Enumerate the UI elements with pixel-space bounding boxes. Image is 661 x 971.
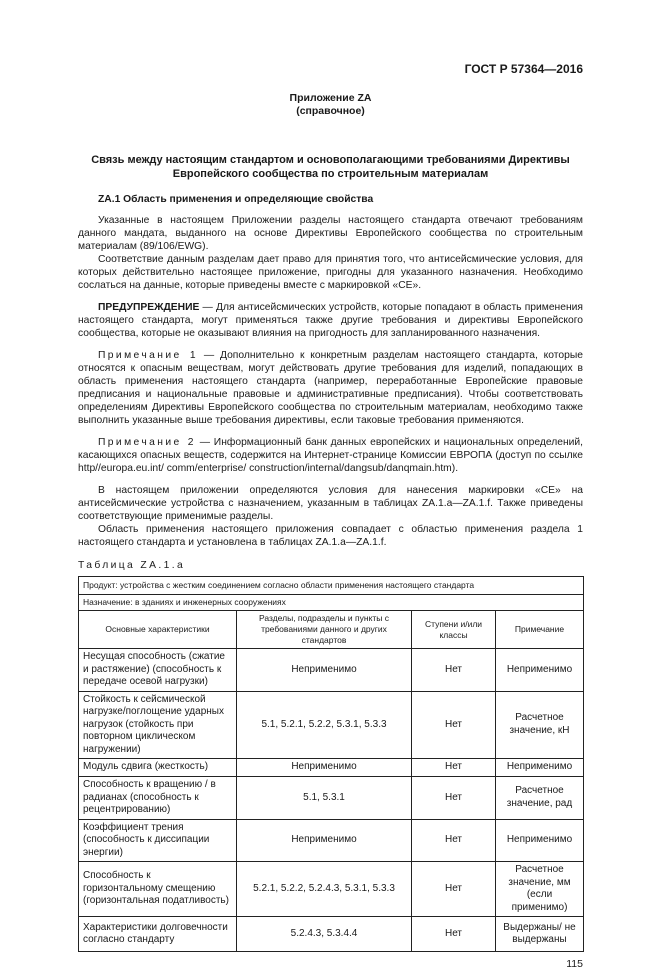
characteristic-cell: Характеристики долговечности согласно стандарту — [79, 917, 237, 952]
sections-cell: Неприменимо — [237, 759, 412, 777]
requirements-table — [78, 576, 584, 952]
warning-text: — Для антисейсмических устройств, которые попадают в область применения настоящего стандарта, могут применяться также другие требования и директивы Европейского сообщества, которые не оказывают влияния на пригодность для запланированного назначения. — [78, 302, 583, 339]
table-header — [79, 611, 584, 649]
product-row: Продукт: устройства с жестким соединением согласно области применения настоящего стандарта — [79, 577, 584, 595]
classes-cell: Нет — [412, 649, 496, 692]
section-heading: ZA.1 Область применения и определяющие свойства — [98, 194, 374, 205]
note-cell: Расчетное значение, рад — [496, 777, 584, 820]
note-label: Примечание 1 — [98, 350, 198, 361]
note-2 — [78, 436, 583, 475]
note-cell: Расчетное значение, кН — [496, 691, 584, 759]
annex-title: Приложение ZA — [289, 92, 372, 104]
body-text — [78, 193, 583, 549]
note-text: — Информационный банк данных европейских и национальных определений, касающихся опасных веществ, содержится на Интернет-странице Комиссии ЕВРОПА (доступ по ссылке http//europa.eu.int/ comm/enterprise/ construction/internal/dangsub/danqmain.htm). — [78, 437, 583, 474]
note-cell: Неприменимо — [496, 649, 584, 692]
table-row — [79, 917, 584, 952]
column-header: Ступени и/или классы — [412, 611, 496, 649]
warning-paragraph — [78, 301, 583, 340]
annex-heading — [0, 92, 661, 118]
characteristic-cell: Способность к горизонтальному смещению (горизонтальная податливость) — [79, 862, 237, 917]
paragraph: Указанные в настоящем Приложении разделы настоящего стандарта отвечают требованиям данного мандата, выданного на основе Директивы Европейского сообщества по строительным материалам (89/106/EWG). — [78, 215, 583, 252]
note-cell: Неприменимо — [496, 759, 584, 777]
table-row — [79, 819, 584, 862]
classes-cell: Нет — [412, 691, 496, 759]
table-row — [79, 691, 584, 759]
table-caption: Таблица ZA.1.a — [78, 560, 186, 571]
classes-cell: Нет — [412, 759, 496, 777]
note-label: Примечание 2 — [98, 437, 196, 448]
note-1 — [78, 349, 583, 427]
note-cell: Выдержаны/ не выдержаны — [496, 917, 584, 952]
table-row — [79, 759, 584, 777]
paragraph: Соответствие данным разделам дает право для принятия того, что антисейсмические условия, для которых действительно настоящее приложение, пригодны для указанного назначения. Необходимо сослаться на данные, которые приведены вместе с маркировкой «CE». — [78, 254, 583, 291]
classes-cell: Нет — [412, 862, 496, 917]
sections-cell: 5.1, 5.2.1, 5.2.2, 5.3.1, 5.3.3 — [237, 691, 412, 759]
table-row — [79, 777, 584, 820]
column-header: Примечание — [496, 611, 584, 649]
characteristic-cell: Несущая способность (сжатие и растяжение) (способность к передаче осевой нагрузки) — [79, 649, 237, 692]
document-code: ГОСТ Р 57364—2016 — [464, 62, 583, 76]
characteristic-cell: Модуль сдвига (жесткость) — [79, 759, 237, 777]
annex-subtitle: (справочное) — [296, 105, 365, 117]
warning-label: ПРЕДУПРЕЖДЕНИЕ — [98, 302, 200, 313]
page-content — [78, 193, 583, 971]
classes-cell: Нет — [412, 917, 496, 952]
characteristic-cell: Способность к вращению / в радианах (способность к рецентрированию) — [79, 777, 237, 820]
classes-cell: Нет — [412, 777, 496, 820]
table-row — [79, 862, 584, 917]
sections-cell: 5.1, 5.3.1 — [237, 777, 412, 820]
sections-cell: Неприменимо — [237, 819, 412, 862]
column-header: Основные характеристики — [79, 611, 237, 649]
note-cell: Неприменимо — [496, 819, 584, 862]
page-number: 115 — [566, 958, 583, 970]
sections-cell: 5.2.4.3, 5.3.4.4 — [237, 917, 412, 952]
note-cell: Расчетное значение, мм (если применимо) — [496, 862, 584, 917]
characteristic-cell: Коэффициент трения (способность к диссипации энергии) — [79, 819, 237, 862]
paragraph: В настоящем приложении определяются условия для нанесения маркировки «CE» на антисейсмические устройства с назначением, указанным в таблицах ZA.1.a—ZA.1.f. Также приведены соответствующие применимые разделы. — [78, 485, 583, 522]
purpose-row: Назначение: в зданиях и инженерных сооружениях — [79, 595, 584, 611]
table-row — [79, 649, 584, 692]
paragraph: Область применения настоящего приложения совпадает с областью применения раздела 1 настоящего стандарта и установлена в таблицах ZA.1.a—ZA.1.f. — [78, 524, 583, 548]
note-text: — Дополнительно к конкретным разделам настоящего стандарта, которые относятся к опасным веществам, могут действовать другие требования для изделий, попадающих в область применения настоящего стандарта (например, переработанные Европейские правовые предписания и национальные правовые и административные предписания). Чтобы соответствовать определениям Директивы Европейского сообщества по строительным материалам, необходимо также выполнить указанные выше требования директивы, если таковые требования применяются. — [78, 350, 583, 426]
classes-cell: Нет — [412, 819, 496, 862]
characteristic-cell: Стойкость к сейсмической нагрузке/поглощение ударных нагрузок (стойкость при повторном циклическом нагружении) — [79, 691, 237, 759]
sections-cell: Неприменимо — [237, 649, 412, 692]
page-title: Связь между настоящим стандартом и основополагающими требованиями Директивы Европейского сообщества по строительным материалам — [91, 154, 570, 180]
column-header: Разделы, подразделы и пункты с требованиями данного и других стандартов — [237, 611, 412, 649]
sections-cell: 5.2.1, 5.2.2, 5.2.4.3, 5.3.1, 5.3.3 — [237, 862, 412, 917]
